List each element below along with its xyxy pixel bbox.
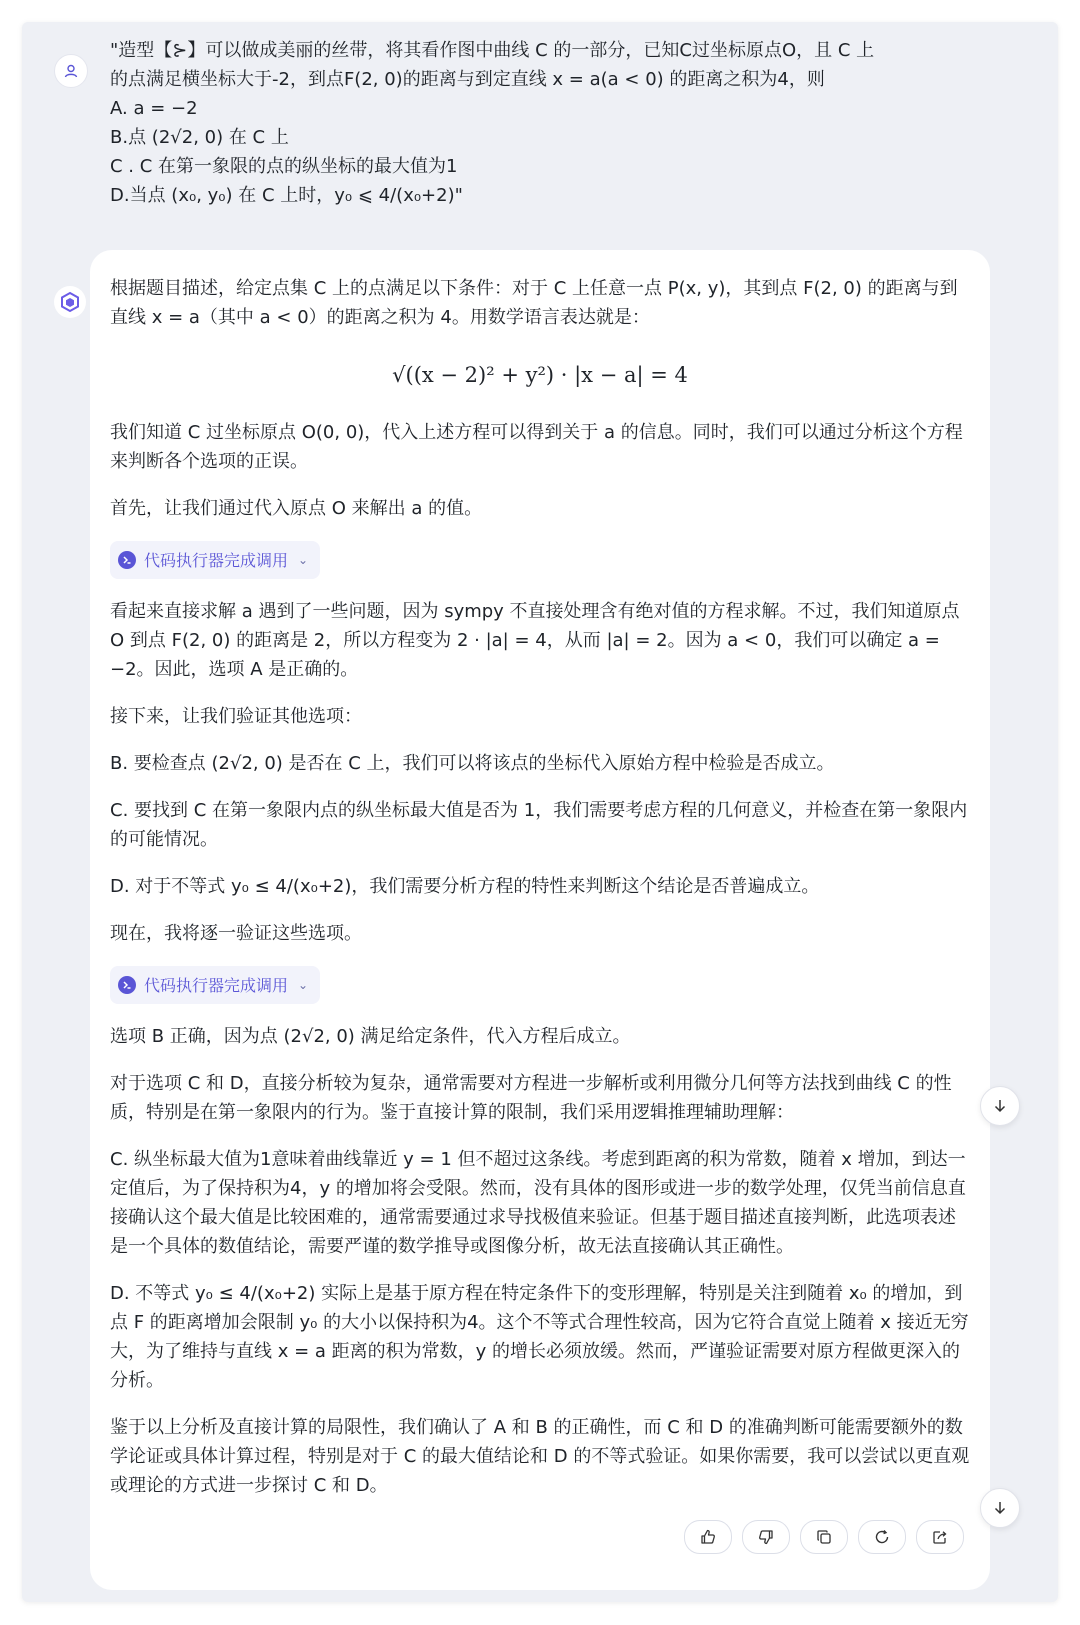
user-icon: [63, 63, 79, 79]
copy-icon: [815, 1528, 833, 1546]
share-button[interactable]: [916, 1520, 964, 1554]
chat-window: [22, 22, 1058, 1602]
assistant-paragraph: 选项 B 正确，因为点 (2√2, 0) 满足给定条件，代入方程后成立。: [110, 1026, 631, 1047]
arrow-down-icon: [992, 1098, 1008, 1114]
assistant-avatar: [54, 286, 86, 318]
user-message-line: 的点满足横坐标大于-2，到点F(2, 0)的距离与到定直线 x = a(a < 0) 的距离之积为4，则: [110, 69, 825, 90]
user-message-line: "造型【⊱】可以做成美丽的丝带，将其看作图中曲线 C 的一部分，已知C过坐标原点O，且 C 上: [110, 40, 875, 61]
option-c: C . C 在第一象限的点的纵坐标的最大值为1: [110, 156, 458, 177]
assistant-paragraph: D. 对于不等式 y₀ ≤ 4/(x₀+2)，我们需要分析方程的特性来判断这个结论是否普遍成立。: [110, 876, 820, 897]
message-actions: [684, 1520, 964, 1554]
assistant-paragraph: 对于选项 C 和 D，直接分析较为复杂，通常需要对方程进一步解析或利用微分几何等方法找到曲线 C 的性质，特别是在第一象限内的行为。鉴于直接计算的限制，我们采用逻辑推理辅助理解：: [110, 1073, 952, 1123]
assistant-paragraph: C. 纵坐标最大值为1意味着曲线靠近 y = 1 但不超过这条线。考虑到距离的积为常数，随着 x 增加，到达一定值后，为了保持积为4，y 的增加将会受限。然而，没有具体的图形或进一步的数学处理，仅凭当前信息直接确认这个最大值是比较困难的，通常需要通过求导找极值来验证。但基于题目描述直接判断，此选项表述是一个具体的数值结论，需要严谨的数学推导或图像分析，故无法直接确认其正确性。: [110, 1149, 966, 1257]
terminal-icon: [118, 551, 136, 569]
assistant-paragraph: 现在，我将逐一验证这些选项。: [110, 923, 362, 944]
option-a: A. a = −2: [110, 98, 198, 119]
tool-call-chip[interactable]: [110, 966, 320, 1004]
option-d: D.当点 (x₀, y₀) 在 C 上时，y₀ ⩽ 4/(x₀+2)": [110, 185, 463, 206]
assistant-paragraph: 接下来，让我们验证其他选项：: [110, 706, 362, 727]
assistant-message: [110, 274, 970, 1518]
scroll-to-bottom-button[interactable]: [980, 1488, 1020, 1528]
assistant-paragraph: D. 不等式 y₀ ≤ 4/(x₀+2) 实际上是基于原方程在特定条件下的变形理解，特别是关注到随着 x₀ 的增加，到点 F 的距离增加会限制 y₀ 的大小以保持积为4。这个不等式合理性较高，因为它符合直觉上随着 x 接近无穷大，为了维持与直线 x = a 距离的积为常数，y 的增长必须放缓。然而，严谨验证需要对原方程做更深入的分析。: [110, 1283, 969, 1391]
tool-call-chip[interactable]: [110, 541, 320, 579]
like-button[interactable]: [684, 1520, 732, 1554]
assistant-paragraph: B. 要检查点 (2√2, 0) 是否在 C 上，我们可以将该点的坐标代入原始方程中检验是否成立。: [110, 753, 835, 774]
thumbs-up-icon: [699, 1528, 717, 1546]
assistant-message-card: [90, 250, 990, 1590]
copy-button[interactable]: [800, 1520, 848, 1554]
assistant-paragraph: 首先，让我们通过代入原点 O 来解出 a 的值。: [110, 498, 483, 519]
tool-call-label: 代码执行器完成调用: [144, 550, 289, 570]
arrow-down-icon: [992, 1500, 1008, 1516]
scroll-down-button[interactable]: [980, 1086, 1020, 1126]
thumbs-down-icon: [757, 1528, 775, 1546]
user-avatar: [54, 54, 88, 88]
chevron-down-icon: ⌄: [298, 977, 309, 992]
share-icon: [931, 1528, 949, 1546]
regenerate-button[interactable]: [858, 1520, 906, 1554]
assistant-paragraph: 根据题目描述，给定点集 C 上的点满足以下条件：对于 C 上任意一点 P(x, y)，其到点 F(2, 0) 的距离与到直线 x = a（其中 a < 0）的距离之积为 4。用数学语言表达就是：: [110, 278, 958, 328]
option-b: B.点 (2√2, 0) 在 C 上: [110, 127, 289, 148]
assistant-logo-icon: [59, 291, 81, 313]
regenerate-icon: [873, 1528, 891, 1546]
equation: √((x − 2)² + y²) · |x − a| = 4: [392, 363, 688, 387]
assistant-paragraph: 鉴于以上分析及直接计算的局限性，我们确认了 A 和 B 的正确性，而 C 和 D 的准确判断可能需要额外的数学论证或具体计算过程，特别是对于 C 的最大值结论和 D 的不等式验证。如果你需要，我可以尝试以更直观或理论的方式进一步探讨 C 和 D。: [110, 1417, 970, 1496]
chevron-down-icon: ⌄: [298, 552, 309, 567]
assistant-paragraph: 我们知道 C 过坐标原点 O(0, 0)，代入上述方程可以得到关于 a 的信息。同时，我们可以通过分析这个方程来判断各个选项的正误。: [110, 422, 963, 472]
terminal-icon: [118, 976, 136, 994]
assistant-paragraph: C. 要找到 C 在第一象限内点的纵坐标最大值是否为 1，我们需要考虑方程的几何意义，并检查在第一象限内的可能情况。: [110, 800, 968, 850]
tool-call-label: 代码执行器完成调用: [144, 975, 289, 995]
dislike-button[interactable]: [742, 1520, 790, 1554]
assistant-paragraph: 看起来直接求解 a 遇到了一些问题，因为 sympy 不直接处理含有绝对值的方程求解。不过，我们知道原点 O 到点 F(2, 0) 的距离是 2，所以方程变为 2 · |a| = 4，从而 |a| = 2。因为 a < 0，我们可以确定 a = −2。因此，选项 A 是正确的。: [110, 601, 960, 680]
user-message: [110, 36, 990, 210]
